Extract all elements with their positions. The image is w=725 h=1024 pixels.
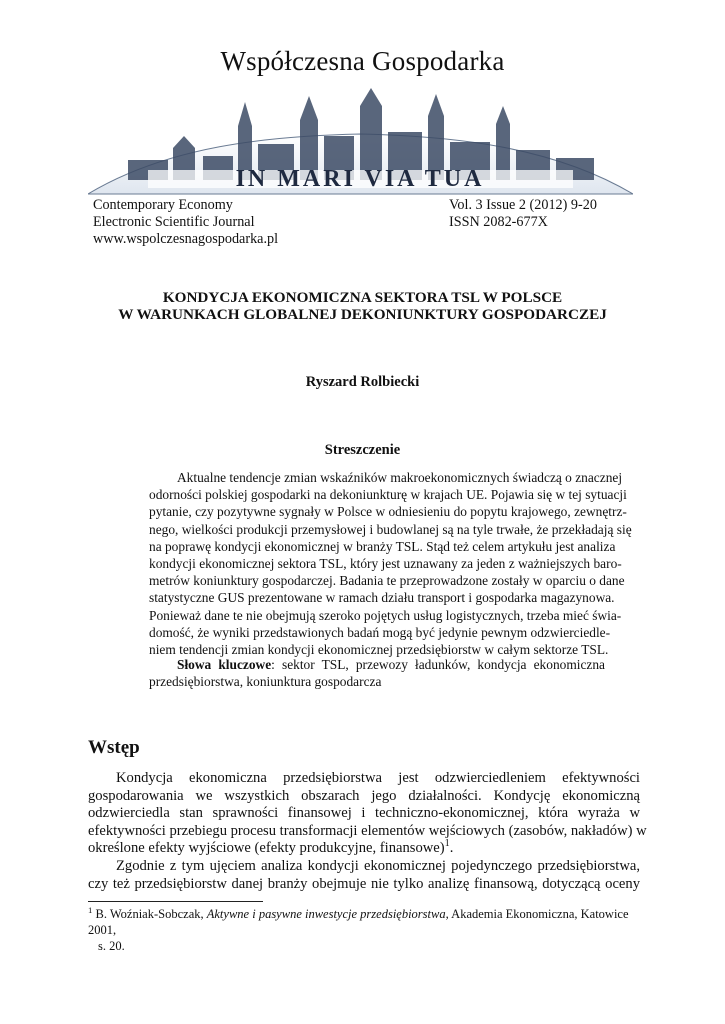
journal-meta-left: [93, 197, 278, 248]
body-line: odzwierciedla stan sprawności finansowej i techniczno-ekonomicznej, która wyraża w: [88, 805, 640, 822]
abstract-line: metrów koniunktury gospodarczej. Badania te przeprowadzone zostały w oparciu o dane: [149, 573, 625, 589]
intro-body: [88, 770, 647, 893]
body-line-end: .: [449, 840, 454, 857]
abstract-line: odorności polskiej gospodarki na dekoniunkturę w krajach UE. Pojawia się w tej sytuacji: [149, 487, 627, 503]
keywords-line: [149, 656, 605, 673]
abstract-line: statystyczne GUS prezentowane w ramach działu transport i gospodarka magazynowa.: [149, 590, 615, 606]
meta-type: Electronic Scientific Journal: [93, 214, 255, 230]
body-line: Kondycja ekonomiczna przedsiębiorstwa jest odzwierciedleniem efektywności: [116, 770, 640, 786]
banner-motto: IN MARI VIA TUA: [235, 166, 485, 192]
meta-name: Contemporary Economy: [93, 197, 233, 213]
journal-meta-right: [449, 197, 597, 231]
footnote-pages: s. 20.: [98, 939, 125, 953]
abstract-line: niem tendencji zmian kondycji ekonomicznej przedsiębiorstw w całym sektorze TSL.: [149, 642, 609, 658]
body-line: efektywności przebiegu procesu transformacji elementów wejściowych (zasobów, nakładów) w: [88, 822, 647, 839]
keywords-line-2: przedsiębiorstwa, koniunktura gospodarcza: [149, 674, 382, 690]
author-name: Ryszard Rolbiecki: [305, 374, 420, 390]
body-line: [88, 840, 640, 858]
abstract-line: kondycji ekonomicznej sektora TSL, który jest uznawany za jeden z ważniejszych baro-: [149, 556, 622, 572]
meta-issn: ISSN 2082-677X: [449, 214, 548, 230]
section-heading: Wstęp: [88, 737, 140, 758]
meta-website[interactable]: www.wspolczesnagospodarka.pl: [93, 231, 279, 247]
article-title-line: W WARUNKACH GLOBALNEJ DEKONIUNKTURY GOSPODARCZEJ: [118, 306, 607, 323]
article-title: [60, 289, 665, 323]
body-line: gospodarowania we wszystkich obszarach jego działalności. Kondycję ekonomiczną: [88, 787, 640, 804]
abstract-line: Aktualne tendencje zmian wskaźników makroekonomicznych świadczą o znacznej: [177, 470, 623, 485]
keywords-label: Słowa kluczowe: [177, 657, 272, 672]
footnote-ref[interactable]: 1: [444, 838, 450, 850]
keywords-list: : sektor TSL, przewozy ładunków, kondycja ekonomiczna: [271, 657, 605, 672]
footnote-number: 1: [88, 904, 93, 915]
footnote-line: [88, 906, 648, 938]
abstract-heading: Streszczenie: [324, 442, 401, 458]
body-line-text: określone efekty wyjściowe (efekty produkcyjne, finansowe): [88, 840, 445, 857]
body-line: czy też przedsiębiorstw danej branży obejmuje nie tylko analizę finansową, dotyczącą oceny: [88, 875, 640, 892]
footnote-title: Aktywne i pasywne inwestycje przedsiębiorstwa,: [206, 907, 449, 921]
footnote-author: B. Woźniak-Sobczak,: [92, 907, 207, 921]
body-line: Zgodnie z tym ujęciem analiza kondycji ekonomicznej pojedynczego przedsiębiorstwa,: [116, 857, 640, 874]
journal-banner: [88, 86, 633, 196]
abstract-line: pytanie, czy pozytywne sygnały w Polsce w odniesieniu do popytu krajowego, zewnętrz-: [149, 504, 627, 520]
article-title-line: KONDYCJA EKONOMICZNA SEKTORA TSL W POLSCE: [162, 289, 563, 306]
abstract-line: na poprawę kondycji ekonomicznej w branży TSL. Stąd też celem artykułu jest analiza: [149, 538, 616, 554]
abstract-body: [149, 469, 632, 658]
footnote-divider: [88, 901, 263, 902]
footnote: [88, 906, 648, 954]
footnote-publisher: Akademia Ekonomiczna, Katowice 2001,: [88, 907, 629, 937]
abstract-line: nego, wielkości produkcji przemysłowej i budowlanej są na tyle trwałe, że przekładają się: [149, 521, 632, 537]
abstract-line: Ponieważ dane te nie obejmują szeroko pojętych usług logistycznych, trzeba mieć świa-: [149, 607, 622, 623]
keywords: [149, 656, 605, 690]
meta-volume: Vol. 3 Issue 2 (2012) 9-20: [449, 197, 597, 213]
journal-title: Współczesna Gospodarka: [220, 46, 505, 76]
abstract-line: domość, że wyniki przedstawionych badań mogą być jedynie pewnym odzwierciedle-: [149, 624, 611, 640]
